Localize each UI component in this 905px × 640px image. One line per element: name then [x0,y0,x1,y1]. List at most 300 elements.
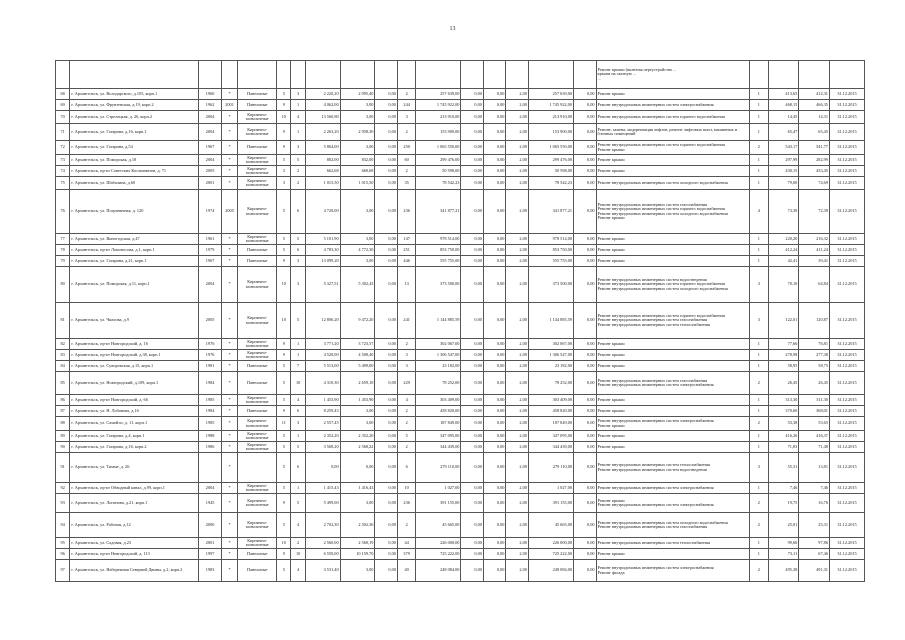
cell-y1: 1997 [199,549,222,560]
cell-w: Ремонт крыши (включая переустройство ... крыши на скатную ... ... [596,61,750,89]
table-row [56,234,865,245]
cell-f: 5 [277,361,291,372]
cell-v7: 302 067,00 [528,339,573,350]
cell-w: Ремонт крыши [596,256,750,267]
cell-s1: 4 310,30 [305,372,340,395]
cell-y2: * [221,442,237,453]
cell-k: 3 [750,267,768,303]
cell-p1: 313,30 [768,395,799,406]
cell-f: 10 [277,538,291,549]
cell-k: 1 [750,406,768,417]
cell-v2: 4 [397,395,415,406]
cell-v1: 0,00 [375,494,398,513]
cell-e: 4 [291,395,305,406]
cell-v2: 446 [397,256,415,267]
cell-v4: 0,00 [461,549,484,560]
cell-v1: 0,00 [375,256,398,267]
cell-m: Кирпично-монолитные [238,111,277,124]
cell-v7: 391 155,00 [528,494,573,513]
cell-y2: * [221,177,237,190]
cell-y1: 1974 [199,190,222,234]
cell-w: Ремонт крыши [596,549,750,560]
cell-v1: 0,00 [375,361,398,372]
cell-s2: 9 472,20 [340,303,375,339]
cell-y1: 1976 [199,339,222,350]
cell-v1: 0,00 [375,155,398,166]
cell-v2: 2 [397,124,415,141]
table-row [56,190,865,234]
cell-v3: 555 755,00 [416,256,461,267]
cell-x: 0,00 [574,538,597,549]
cell-y2: * [221,538,237,549]
cell-v3: 257 639,00 [416,89,461,100]
cell-e: 5 [291,494,305,513]
cell-s1: 1 453,90 [305,395,340,406]
cell-f: 5 [277,372,291,395]
cell-s2: 1 416,43 [340,483,375,494]
cell-p1 [768,61,799,89]
cell-v1: 0,00 [375,483,398,494]
cell-v5: 0,00 [483,431,506,442]
cell-v5: 0,00 [483,155,506,166]
cell-v7: 1 144 885,59 [528,303,573,339]
cell-v4: 0,00 [461,350,484,361]
cell-e: 5 [291,234,305,245]
cell-y1: 2005 [199,166,222,177]
cell-a: г. Архангельск, ул. Пограничная, д. 120 [70,190,199,234]
cell-s1: 3 568,20 [305,442,340,453]
cell-v5: 0,00 [483,303,506,339]
cell-y2: * [221,124,237,141]
cell-k: 2 [750,560,768,582]
cell-p1: 70,10 [768,267,799,303]
cell-v1: 0,00 [375,395,398,406]
cell-v3 [416,61,461,89]
cell-w: Ремонт внутридомовых инженерных систем электроснабжения [596,100,750,111]
cell-y2: * [221,494,237,513]
table-row [56,453,865,483]
cell-s1 [305,61,340,89]
cell-x: 0,00 [574,361,597,372]
cell-s1: 3 771,20 [305,339,340,350]
cell-x: 0,00 [574,89,597,100]
cell-n: 90 [56,442,70,453]
cell-s1: 4 062,00 [305,100,340,111]
cell-v4: 0,00 [461,406,484,417]
cell-v6: 2,00 [506,494,529,513]
cell-p2: 277,38 [799,350,830,361]
cell-v7: 226 000,00 [528,538,573,549]
cell-y1: 1981 [199,361,222,372]
cell-k: 3 [750,303,768,339]
cell-v7: 299 476,00 [528,155,573,166]
cell-e: 5 [291,303,305,339]
cell-v7: 23 182,00 [528,361,573,372]
table-row [56,417,865,431]
cell-v2: 379 [397,549,415,560]
cell-k [750,61,768,89]
cell-p1: 543,17 [768,141,799,155]
cell-v7: 1 027,00 [528,483,573,494]
cell-v4: 0,00 [461,395,484,406]
cell-p1: 468,15 [768,100,799,111]
cell-v7: 187 849,00 [528,417,573,431]
cell-v6: 2,00 [506,155,529,166]
table-body [56,61,865,582]
cell-v6: 2,00 [506,141,529,155]
cell-s1: 2 560,00 [305,538,340,549]
cell-v6: 2,00 [506,111,529,124]
cell-v4: 0,00 [461,431,484,442]
cell-v5: 0,00 [483,513,506,538]
cell-y1 [199,61,222,89]
cell-m: Кирпично-монолитные [238,431,277,442]
cell-p2: 72,39 [799,190,830,234]
cell-k: 2 [750,372,768,395]
cell-e: 1 [291,483,305,494]
cell-v6: 2,00 [506,361,529,372]
cell-d: 31.12.2015 [829,89,864,100]
cell-y1: 2005 [199,303,222,339]
cell-d: 31.12.2015 [829,513,864,538]
cell-n: 83 [56,350,70,361]
cell-v4: 0,00 [461,538,484,549]
cell-a: г. Архангельск, ул. Гагарина, д.54 [70,141,199,155]
cell-v4: 0,00 [461,267,484,303]
cell-p1: 25,81 [768,513,799,538]
cell-p1: 26,45 [768,372,799,395]
cell-v1: 0,00 [375,100,398,111]
cell-k: 3 [750,453,768,483]
cell-n: 71 [56,124,70,141]
cell-d: 31.12.2015 [829,406,864,417]
cell-f: 9 [277,256,291,267]
cell-k: 1 [750,350,768,361]
cell-w: Ремонт внутридомовых инженерных систем холодного водоснабжения Ремонт внутридомовых инженерных систем газоснабжения [596,513,750,538]
cell-y1: 1976 [199,350,222,361]
cell-w: Ремонт внутридомовых инженерных систем горячего водоснабжения [596,111,750,124]
cell-m: Панельные [238,100,277,111]
cell-s1: 4 783,30 [305,245,340,256]
cell-m: Кирпично-монолитные [238,234,277,245]
cell-e: 4 [291,111,305,124]
cell-v7: 458 820,00 [528,406,573,417]
cell-n: 94 [56,513,70,538]
cell-n: 86 [56,395,70,406]
cell-v1: 0,00 [375,513,398,538]
cell-w: Ремонт крыши [596,234,750,245]
cell-v7: 978 514,00 [528,234,573,245]
cell-d: 31.12.2015 [829,177,864,190]
cell-w: Ремонт внутридомовых инженерных систем теплоснабжения Ремонт внутридомовых инженерных систем водоотведения [596,453,750,483]
cell-v6: 2,00 [506,372,529,395]
cell-s1: 2 702,30 [305,513,340,538]
cell-y2: * [221,256,237,267]
cell-n: 93 [56,494,70,513]
cell-s2: 1 015,50 [340,177,375,190]
cell-y2: * [221,111,237,124]
cell-a: г. Архангельск, ул. Суворовская, д.15, корп.1 [70,361,199,372]
cell-v6: 2,00 [506,89,529,100]
cell-k: 1 [750,166,768,177]
cell-v5: 0,00 [483,372,506,395]
cell-s1: 13 560,80 [305,111,340,124]
cell-v3: 341 877,21 [416,190,461,234]
cell-y1: 1967 [199,141,222,155]
cell-p1: 412,24 [768,245,799,256]
cell-v5: 0,00 [483,442,506,453]
cell-s2: 2 095,40 [340,89,375,100]
cell-p2: 282,99 [799,155,830,166]
cell-s1: 2 263,20 [305,124,340,141]
cell-s1: 5 513,00 [305,361,340,372]
cell-v1: 0,00 [375,234,398,245]
cell-v5: 0,00 [483,406,506,417]
table-row [56,483,865,494]
cell-w: Ремонт крыши [596,361,750,372]
cell-d: 31.12.2015 [829,442,864,453]
table-row [56,111,865,124]
cell-f: 5 [277,89,291,100]
cell-s2: 2 659,10 [340,372,375,395]
cell-p1: 297,99 [768,155,799,166]
cell-s2: 2 568,22 [340,442,375,453]
cell-m: Кирпично-монолитные [238,494,277,513]
cell-a: г. Архангельск, ул. Стрелецкая, д. 26, корп.2 [70,111,199,124]
cell-x: 0,00 [574,417,597,431]
cell-s1: 0,00 [305,453,340,483]
cell-d: 31.12.2015 [829,339,864,350]
cell-e: 2 [291,166,305,177]
cell-v7: 347 095,00 [528,431,573,442]
cell-v2: 250 [397,141,415,155]
cell-f: 5 [277,453,291,483]
cell-x: 0,00 [574,483,597,494]
cell-a: г. Архангельск, ул. Поморская, д.11, корп.1 [70,267,199,303]
cell-m: Кирпично-монолитные [238,190,277,234]
cell-f: 5 [277,395,291,406]
cell-a: г. Архангельск, ул. Гагарина, д.4, корп.1 [70,431,199,442]
cell-v3: 344 439,00 [416,442,461,453]
cell-v2: 40 [397,560,415,582]
cell-k: 1 [750,538,768,549]
cell-e: 2 [291,177,305,190]
cell-v2: 2 [397,166,415,177]
cell-k: 2 [750,141,768,155]
cell-w: Ремонт крыши [596,166,750,177]
cell-p1: 430,15 [768,166,799,177]
cell-v6: 2,00 [506,560,529,582]
cell-n: 77 [56,234,70,245]
cell-v6: 2,00 [506,417,529,431]
cell-v5: 0,00 [483,538,506,549]
cell-a: г. Архангельск, ул. Тимме, д. 26 [70,453,199,483]
cell-v6: 2,00 [506,538,529,549]
cell-p1: 370,60 [768,406,799,417]
cell-x: 0,00 [574,395,597,406]
cell-d: 31.12.2015 [829,372,864,395]
cell-v4: 0,00 [461,513,484,538]
cell-x: 0,00 [574,442,597,453]
cell-d: 31.12.2015 [829,303,864,339]
cell-x: 0,00 [574,453,597,483]
cell-v2: 6 [397,453,415,483]
cell-v5: 0,00 [483,234,506,245]
cell-a: г. Архангельск, пр-кт Советских Космонавтов, д. 71 [70,166,199,177]
cell-e: 7 [291,361,305,372]
cell-w: Ремонт внутридомовых инженерных систем газоснабжения Ремонт внутридомовых инженерных систем горячего водоснабжения Ремонт внутридомовых инженерных систем холодного водоснабжения Ремонт крыши [596,190,750,234]
cell-e: 2 [291,538,305,549]
cell-s1: 4 720,00 [305,190,340,234]
cell-n: 76 [56,190,70,234]
cell-e: 1 [291,100,305,111]
cell-v3: 725 222,00 [416,549,461,560]
cell-f: 9 [277,100,291,111]
cell-v7: 213 910,00 [528,111,573,124]
cell-a: г. Архангельск, ул. Новгородский, д.109, корп.1 [70,372,199,395]
cell-f [277,61,291,89]
cell-v5: 0,00 [483,453,506,483]
cell-d: 31.12.2015 [829,256,864,267]
cell-v1: 0,00 [375,177,398,190]
cell-y1: 2000 [199,513,222,538]
cell-p1: 71,83 [768,442,799,453]
cell-n: 87 [56,406,70,417]
cell-p2: 7,46 [799,483,830,494]
cell-f: 11 [277,417,291,431]
cell-v7: 248 084,00 [528,560,573,582]
cell-w: Ремонт крыши [596,339,750,350]
cell-a: г. Архангельск, ул. Логинова, д.21, корп.1 [70,494,199,513]
cell-y1: 1960 [199,89,222,100]
cell-v7: 78 252,00 [528,372,573,395]
cell-d: 31.12.2015 [829,141,864,155]
cell-s1: 3 531,40 [305,560,340,582]
cell-m: Кирпично-монолитные [238,417,277,431]
cell-s1: 662,68 [305,166,340,177]
cell-e: 6 [291,453,305,483]
cell-a: г. Архангельск, ул. Шабалина, д.60 [70,177,199,190]
cell-y2: * [221,361,237,372]
cell-p1: 79,00 [768,177,799,190]
cell-m: Панельные [238,256,277,267]
cell-s1: 2 557,45 [305,417,340,431]
cell-w: Ремонт внутридомовых инженерных систем теплоснабжения [596,538,750,549]
cell-p1: 122,01 [768,303,799,339]
cell-p2: 58,75 [799,361,830,372]
cell-s2: 1 453,90 [340,395,375,406]
cell-m: Панельные [238,361,277,372]
cell-v3: 78 542,23 [416,177,461,190]
cell-v3: 45 665,00 [416,513,461,538]
cell-x: 0,00 [574,303,597,339]
cell-p2: 412,31 [799,89,830,100]
cell-f: 5 [277,234,291,245]
cell-v3: 853 750,00 [416,245,461,256]
page-number: 13 [449,26,456,32]
cell-e: 3 [291,141,305,155]
cell-n: 68 [56,89,70,100]
cell-d: 31.12.2015 [829,560,864,582]
cell-k: 1 [750,395,768,406]
cell-p1: 220,20 [768,234,799,245]
table-row [56,303,865,339]
cell-y2: * [221,395,237,406]
cell-p1: 495,38 [768,560,799,582]
cell-s1: 882,00 [305,155,340,166]
cell-v7: 50 598,00 [528,166,573,177]
cell-d: 31.12.2015 [829,350,864,361]
cell-v3: 303 409,00 [416,395,461,406]
cell-f: 5 [277,155,291,166]
cell-s2 [340,61,375,89]
cell-p2: 25,31 [799,513,830,538]
cell-e: 1 [291,350,305,361]
cell-p2: 67,46 [799,549,830,560]
cell-e: 4 [291,513,305,538]
cell-d: 31.12.2015 [829,483,864,494]
cell-k: 1 [750,245,768,256]
cell-e: 10 [291,372,305,395]
cell-y1: 2004 [199,267,222,303]
cell-v6: 2,00 [506,100,529,111]
cell-v2: 241 [397,303,415,339]
cell-k: 1 [750,339,768,350]
cell-v4: 0,00 [461,483,484,494]
cell-v6: 2,00 [506,177,529,190]
cell-n: 88 [56,417,70,431]
cell-v3: 978 514,00 [416,234,461,245]
cell-f: 5 [277,513,291,538]
cell-v7: 341 877,21 [528,190,573,234]
cell-x: 0,00 [574,494,597,513]
cell-w: Ремонт крыши [596,431,750,442]
cell-y2: * [221,453,237,483]
cell-s2: 3 723,57 [340,339,375,350]
cell-v6: 2,00 [506,303,529,339]
cell-s1: 1 015,50 [305,177,340,190]
cell-k: 2 [750,513,768,538]
cell-v1: 0,00 [375,350,398,361]
table-row [56,339,865,350]
cell-v4: 0,00 [461,442,484,453]
cell-v6: 2,00 [506,350,529,361]
cell-y2: * [221,406,237,417]
cell-v3: 78 252,00 [416,372,461,395]
cell-d: 31.12.2015 [829,190,864,234]
cell-v3: 1 144 885,59 [416,303,461,339]
cell-v6: 2,00 [506,453,529,483]
cell-w: Ремонт внутридомовых инженерных систем горячего водоснабжения Ремонт внутридомовых инженерных систем газоснабжения Ремонт внутридомовых инженерных систем теплоснабжения [596,303,750,339]
cell-s2: 2 352,20 [340,431,375,442]
cell-v6: 2,00 [506,234,529,245]
cell-f: 5 [277,483,291,494]
cell-v2: 229 [397,372,415,395]
cell-a: г. Архангельск, пр-кт Новгородский, д. 16 [70,339,199,350]
cell-v7: 725 222,00 [528,549,573,560]
cell-v2: 2 [397,406,415,417]
cell-v1: 0,00 [375,431,398,442]
cell-v4: 0,00 [461,560,484,582]
cell-p1: 58,95 [768,361,799,372]
cell-v3: 1 306 547,00 [416,350,461,361]
cell-p2: 74,69 [799,177,830,190]
cell-v5: 0,00 [483,177,506,190]
cell-f: 5 [277,442,291,453]
cell-f: 3 [277,177,291,190]
cell-v7: 279 110,00 [528,453,573,483]
cell-m: Кирпично-монолитные [238,166,277,177]
